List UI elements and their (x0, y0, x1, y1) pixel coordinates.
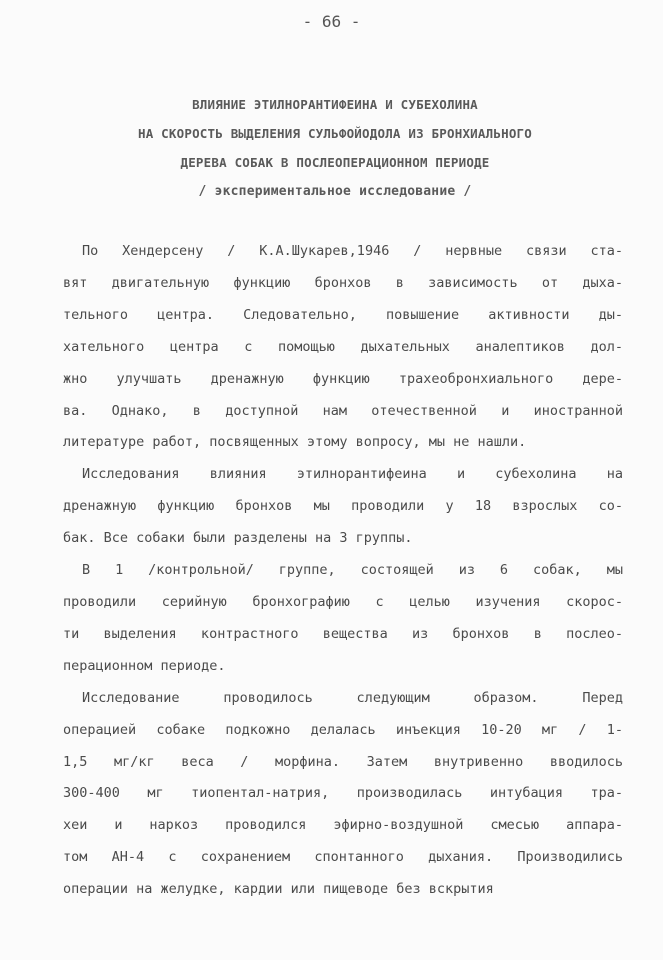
page-number: - 66 - (302, 12, 361, 31)
article-title (40, 90, 630, 206)
text-line: В 1 /контрольной/ группе, состоящей из 6 собак, мы (82, 562, 623, 579)
text-line: ва. Однако, в доступной нам отечественной и иностранной (63, 402, 623, 419)
text-line: жно улучшать дренажную функцию трахеобронхиального дере- (63, 370, 623, 387)
body-text (63, 236, 623, 906)
text-line: литературе работ, посвященных этому вопросу, мы не нашли. (63, 434, 527, 451)
text-line: ти выделения контрастного вещества из бронхов в послео- (63, 625, 623, 642)
text-line: вят двигательную функцию бронхов в зависимость от дыха- (63, 274, 623, 291)
article-subtitle: / экспериментальное исследование / (198, 184, 472, 199)
text-line: том АН-4 с сохранением спонтанного дыхания. Производились (63, 849, 623, 866)
text-line: Исследование проводилось следующим образом. Перед (82, 689, 623, 706)
title-line: НА СКОРОСТЬ ВЫДЕЛЕНИЯ СУЛЬФОЙОДОЛА ИЗ БРОНХИАЛЬНОГО (137, 126, 532, 141)
text-line: Исследования влияния этилнорантифеина и субехолина на (82, 466, 623, 483)
text-line: перационном периоде. (63, 657, 226, 674)
text-line: По Хендерсену / К.А.Шукарев,1946 / нервные связи ста- (82, 243, 623, 259)
text-line: тельного центра. Следовательно, повышение активности ды- (63, 306, 623, 323)
text-line: хательного центра с помощью дыхательных аналептиков дол- (63, 338, 623, 355)
text-line: дренажную функцию бронхов мы проводили у 18 взрослых со- (63, 498, 623, 515)
text-line: 300-400 мг тиопентал-натрия, производилась интубация тра- (63, 785, 623, 802)
text-line: проводили серийную бронхографию с целью изучения скорос- (63, 593, 623, 610)
text-line: операцией собаке подкожно делалась инъекция 10-20 мг / 1- (63, 721, 623, 738)
text-line: операции на желудке, кардии или пищеводе без вскрытия (63, 881, 494, 898)
title-line: ДЕРЕВА СОБАК В ПОСЛЕОПЕРАЦИОННОМ ПЕРИОДЕ (180, 155, 490, 170)
title-line: ВЛИЯНИЕ ЭТИЛНОРАНТИФЕИНА И СУБЕХОЛИНА (192, 97, 478, 112)
text-line: бак. Все собаки были разделены на 3 группы. (63, 530, 413, 547)
text-line: 1,5 мг/кг веса / морфина. Затем внутривенно вводилось (63, 753, 623, 770)
text-line: хеи и наркоз проводился эфирно-воздушной смесью аппара- (63, 817, 623, 834)
